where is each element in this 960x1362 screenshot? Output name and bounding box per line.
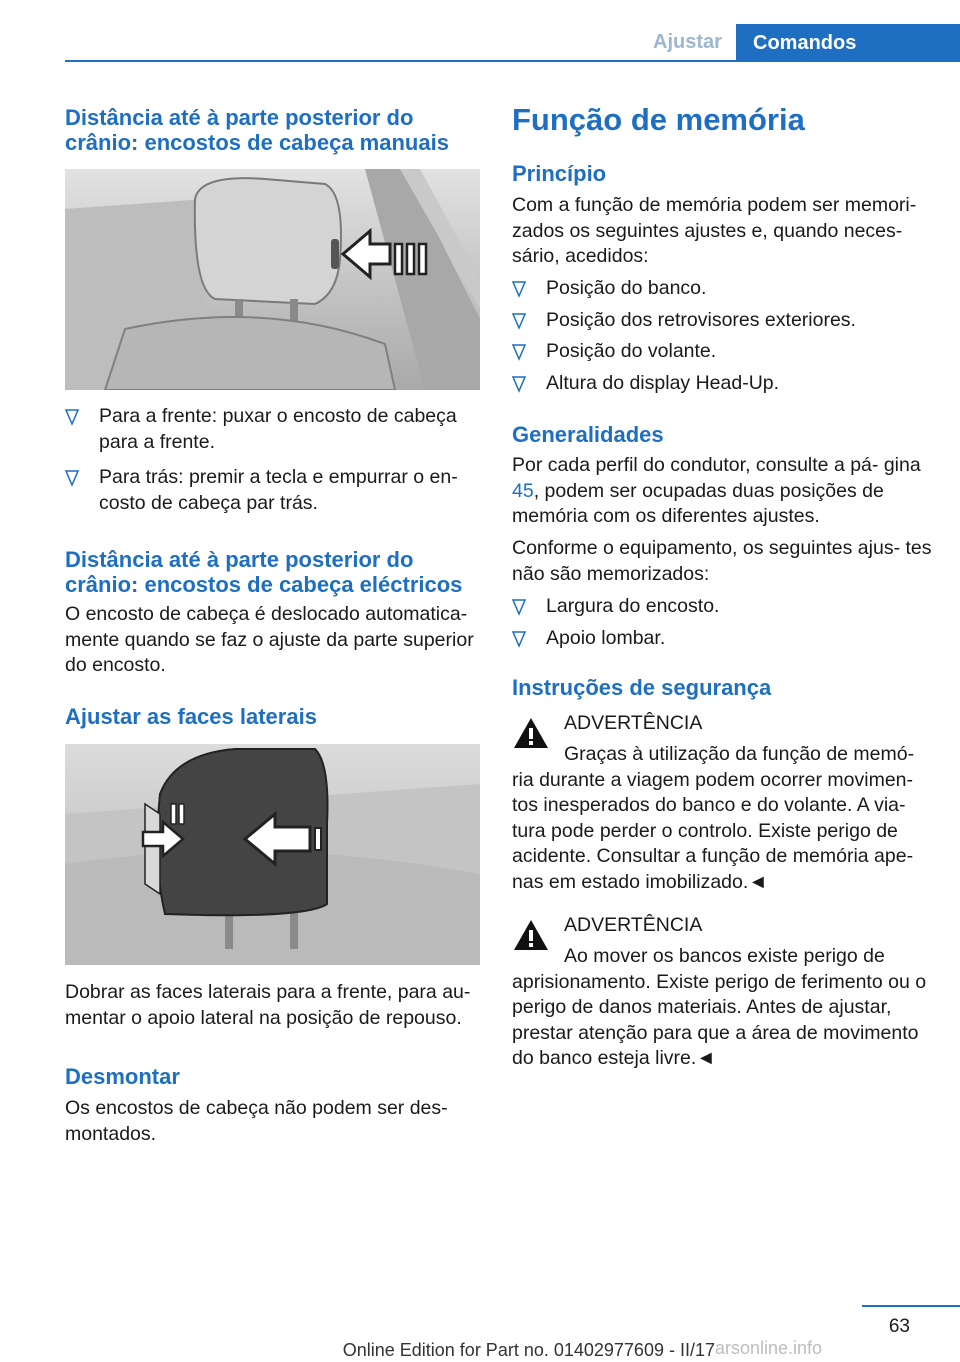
page-number: 63	[888, 1316, 910, 1337]
watermark: arsonline.info	[715, 1338, 823, 1358]
heading-safety: Instruções de segurança	[512, 675, 772, 700]
figure-side-wings	[65, 744, 480, 965]
heading-memory-function: Função de memória	[512, 102, 805, 137]
heading-general: Generalidades	[512, 422, 664, 447]
edition-note: Online Edition for Part no. 01402977609 - II/17	[342, 1340, 715, 1360]
heading-side-wings: Ajustar as faces laterais	[65, 704, 317, 729]
page-link[interactable]: 45	[512, 479, 534, 502]
list-item: Posição do volante.	[512, 339, 932, 365]
paragraph-remove: Os encostos de cabeça não podem ser des- montados.	[65, 1097, 448, 1145]
heading-principle: Princípio	[512, 161, 607, 186]
bullet-triangle-icon	[512, 375, 526, 393]
paragraph-general: Por cada perfil do condutor, consulte a pá- gina 45, podem ser ocupadas duas posições de memória com os diferentes ajustes.	[512, 454, 921, 527]
bullet-triangle-icon	[65, 469, 79, 487]
list-item: Para a frente: puxar o encosto de cabeça para a frente.	[65, 404, 480, 455]
equipment-list	[512, 594, 932, 651]
heading-electric-headrest: Distância até à parte posterior do crânio: encostos de cabeça eléctricos	[65, 547, 463, 597]
list-item: Posição dos retrovisores exteriores.	[512, 308, 932, 334]
warning-1-text: Graças à utilização da função de memó- ria durante a viagem podem ocorrer movimen- tos inesperados do banco e do volante. A via- tura pode perder o controlo. Existe perigo de acidente. Consultar a função de memória ape- nas em estado imobilizado.◄	[512, 743, 915, 893]
list-item: Apoio lombar.	[512, 626, 932, 652]
bullet-triangle-icon	[65, 408, 79, 426]
bullet-triangle-icon	[512, 312, 526, 330]
side-wings-illustration	[65, 744, 480, 965]
warning-2-text: Ao mover os bancos existe perigo de aprisionamento. Existe perigo de ferimento ou o perigo de danos materiais. Antes de ajustar, prestar atenção para que a área de movimento do banco esteja livre.◄	[512, 945, 927, 1069]
warning-2-title: ADVERTÊNCIA	[564, 914, 703, 936]
footer-rule	[862, 1305, 960, 1307]
list-item: Largura do encosto.	[512, 594, 932, 620]
bullet-triangle-icon	[512, 280, 526, 298]
warning-1-title: ADVERTÊNCIA	[564, 712, 703, 734]
bullet-triangle-icon	[512, 343, 526, 361]
bullet-triangle-icon	[512, 598, 526, 616]
headrest-illustration	[65, 169, 480, 390]
heading-remove: Desmontar	[65, 1064, 180, 1089]
paragraph-side-wings: Dobrar as faces laterais para a frente, para au- mentar o apoio lateral na posição de repouso.	[65, 981, 471, 1029]
paragraph-equipment: Conforme o equipamento, os seguintes ajus- tes não são memorizados:	[512, 537, 932, 585]
heading-manual-headrest: Distância até à parte posterior do crânio: encostos de cabeça manuais	[65, 105, 449, 155]
header-section-tab[interactable]: Ajustar	[653, 31, 722, 53]
figure-manual-headrest	[65, 169, 480, 390]
principle-list	[512, 276, 932, 396]
paragraph-electric: O encosto de cabeça é deslocado automatica- mente quando se faz o ajuste da parte superior do encosto.	[65, 603, 474, 676]
list-item: Posição do banco.	[512, 276, 932, 302]
bullet-triangle-icon	[512, 630, 526, 648]
paragraph-principle: Com a função de memória podem ser memori- zados os seguintes ajustes e, quando neces- sário, acedidos:	[512, 194, 917, 267]
manual-headrest-list	[65, 404, 480, 516]
list-item: Para trás: premir a tecla e empurrar o en- costo de cabeça par trás.	[65, 465, 480, 516]
header-chapter-tab[interactable]: Comandos	[736, 24, 960, 62]
list-item: Altura do display Head-Up.	[512, 371, 932, 397]
